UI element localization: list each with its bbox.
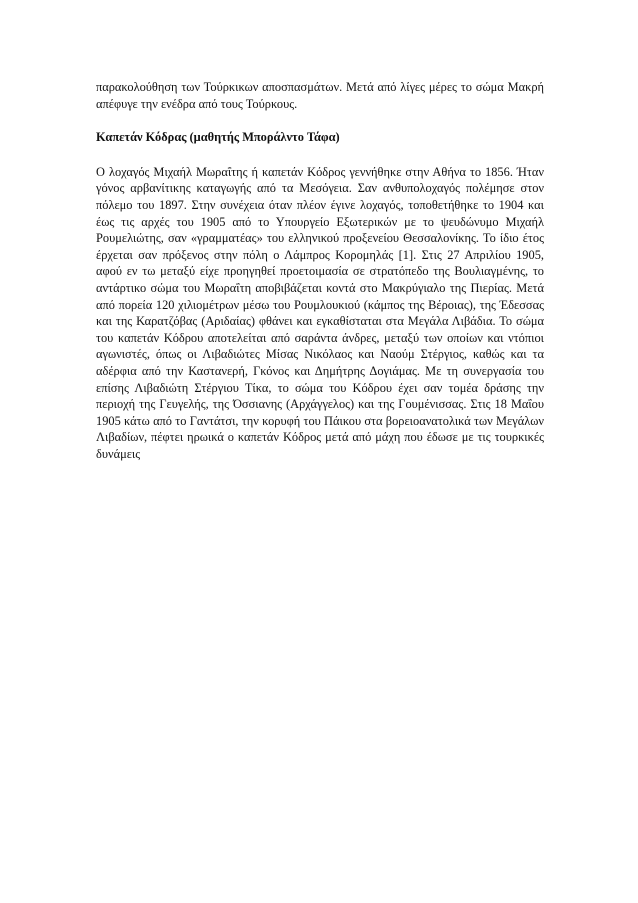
- body-paragraph: Ο λοχαγός Μιχαήλ Μωραΐτης ή καπετάν Κόδρος γεννήθηκε στην Αθήνα το 1856. Ήταν γόνος αρβανίτικης καταγωγής από τα Μεσόγεια. Σαν ανθυπολοχαγός πολέμησε στον πόλεμο του 1897. Στην συνέχεια όταν πλέον έγινε λοχαγός, τοποθετήθηκε το 1904 και έως τις αρχές του 1905 από το Υπουργείο Εξωτερικών με το ψευδώνυμο Μιχαήλ Ρουμελιώτης, σαν «γραμματέας» του ελληνικού προξενείου Θεσσαλονίκης. Το ίδιο έτος έρχεται σαν πρόξενος στην πόλη ο Λάμπρος Κορομηλάς [1]. Στις 27 Απριλίου 1905, αφού εν τω μεταξύ είχε προηγηθεί προετοιμασία σε στρατόπεδο της Βουλιαγμένης, το αντάρτικο σώμα του Μωραΐτη αποβιβάζεται κοντά στο Μακρύγιαλο της Πιερίας. Μετά από πορεία 120 χιλιομέτρων μέσω του Ρουμλουκιού (κάμπος της Βέροιας), της Έδεσσας και της Καρατζόβας (Αριδαίας) φθάνει και εγκαθίσταται στα Μεγάλα Λιβάδια. Το σώμα του καπετάν Κόδρου αποτελείται από σαράντα άνδρες, μεταξύ των οποίων και ντόπιοι αγωνιστές, όπως οι Λιβαδιώτες Μίσας Νικόλαος και Ναούμ Στέργιος, καθώς και τα αδέρφια από την Καστανερή, Γκόνος και Δημήτρης Δογιάμας. Με τη συνεργασία του επίσης Λιβαδιώτη Στέργιου Τίκα, το σώμα του Κόδρου έχει σαν τομέα δράσης την περιοχή της Γευγελής, της Όσσιανης (Αρχάγγελος) και της Γουμένισσας. Στις 18 Μαΐου 1905 κάτω από το Γαντάτσι, την κορυφή του Πάικου στα βορειοανατολικά των Μεγάλων Λιβαδίων, πέφτει ηρωικά ο καπετάν Κόδρος μετά από μάχη που έδωσε με τις τουρκικές δυνάμεις: [96, 164, 544, 461]
- intro-paragraph: παρακολούθηση των Τούρκικων αποσπασμάτων. Μετά από λίγες μέρες το σώμα Μακρή απέφυγε την ενέδρα από τους Τούρκους.: [96, 80, 544, 111]
- document-page: [96, 79, 544, 462]
- section-heading: Καπετάν Κόδρας (μαθητής Μποράλντο Τάφα): [96, 130, 340, 145]
